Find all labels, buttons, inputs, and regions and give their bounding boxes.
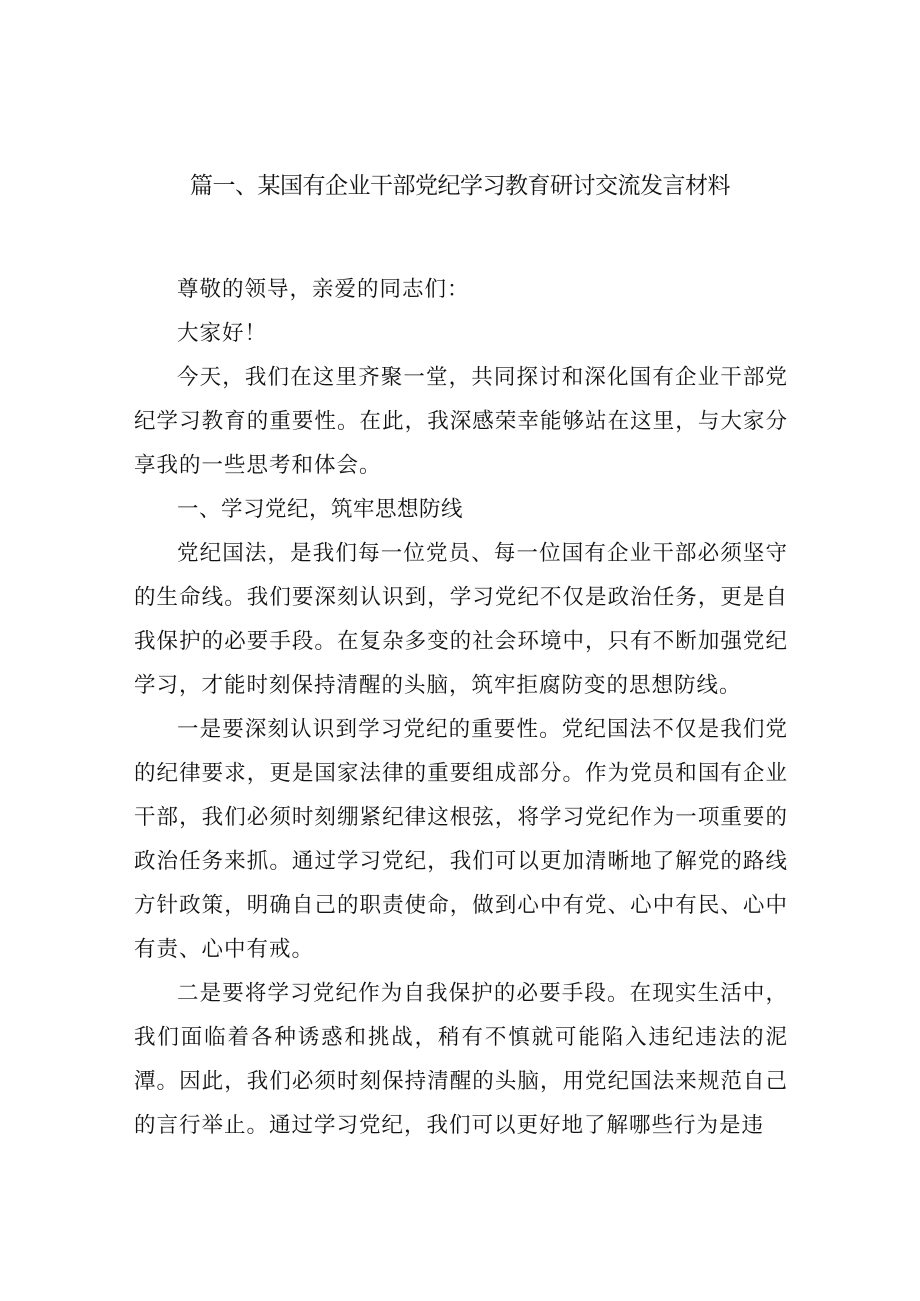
intro-paragraph: 今天，我们在这里齐聚一堂，共同探讨和深化国有企业干部党纪学习教育的重要性。在此，我深感荣幸能够站在这里，与大家分享我的一些思考和体会。	[134, 365, 788, 478]
section-heading: 一、学习党纪，筑牢思想防线	[177, 497, 464, 522]
body-paragraph: 二是要将学习党纪作为自我保护的必要手段。在现实生活中，我们面临着各种诱惑和挑战，稍有不慎就可能陷入违纪违法的泥潭。因此，我们必须时刻保持清醒的头脑，用党纪国法来规范自己的言行举止。通过学习党纪，我们可以更好地了解哪些行为是违	[134, 981, 788, 1138]
body-paragraph: 党纪国法，是我们每一位党员、每一位国有企业干部必须坚守的生命线。我们要深刻认识到，学习党纪不仅是政治任务，更是自我保护的必要手段。在复杂多变的社会环境中，只有不断加强党纪学习，才能时刻保持清醒的头脑，筑牢拒腐防变的思想防线。	[134, 541, 788, 698]
document-body	[134, 268, 788, 1148]
body-paragraph: 一是要深刻认识到学习党纪的重要性。党纪国法不仅是我们党的纪律要求，更是国家法律的重要组成部分。作为党员和国有企业干部，我们必须时刻绷紧纪律这根弦，将学习党纪作为一项重要的政治任务来抓。通过学习党纪，我们可以更加清晰地了解党的路线方针政策，明确自己的职责使命，做到心中有党、心中有民、心中有责、心中有戒。	[134, 717, 788, 962]
greeting: 大家好！	[177, 321, 268, 346]
document-title: 篇一、某国有企业干部党纪学习教育研讨交流发言材料	[190, 173, 730, 199]
salutation: 尊敬的领导，亲爱的同志们：	[177, 277, 470, 302]
